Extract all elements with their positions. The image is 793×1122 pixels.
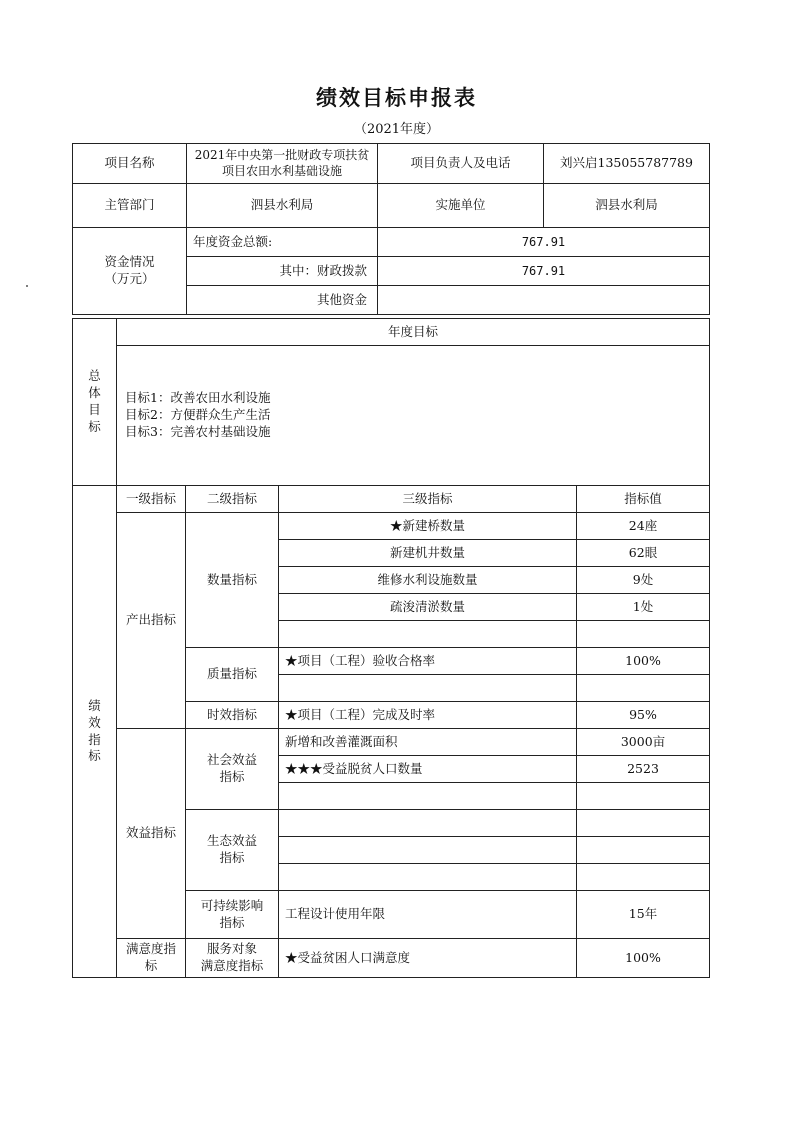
header-value: 指标值 — [577, 486, 710, 513]
indicator-name-empty — [279, 837, 577, 864]
indicator-value: 2523 — [577, 756, 710, 783]
satisfaction-indicator-label — [117, 939, 186, 978]
funds-other-label: 其他资金 — [187, 286, 378, 315]
output-indicator-label: 产出指标 — [117, 513, 186, 729]
sustain-benefit-label-line2: 指标 — [219, 914, 245, 930]
funds-label-line1: 资金情况 — [104, 254, 155, 270]
indicator-value: 1处 — [577, 594, 710, 621]
goal-item: 目标3：完善农村基础设施 — [125, 423, 271, 439]
overall-label-char: 标 — [88, 418, 101, 434]
indicator-value: 24座 — [577, 513, 710, 540]
scan-speck — [26, 285, 28, 287]
goal-item: 目标2：方便群众生产生活 — [125, 407, 271, 423]
indicator-name-empty — [279, 810, 577, 837]
project-name-value: 2021年中央第一批财政专项扶贫项目农田水利基础设施 — [187, 144, 378, 184]
sustain-benefit-label — [186, 891, 279, 939]
indicator-value: 62眼 — [577, 540, 710, 567]
indicator-name: 疏浚清淤数量 — [279, 594, 577, 621]
fiscal-year: （2021年度） — [353, 122, 440, 137]
indicator-value: 100% — [577, 648, 710, 675]
header-level1: 一级指标 — [117, 486, 186, 513]
performance-label-char: 效 — [88, 714, 101, 730]
indicator-name: 新建机井数量 — [279, 540, 577, 567]
unit-label: 实施单位 — [378, 184, 544, 228]
annual-goal-header: 年度目标 — [117, 319, 710, 346]
satisfaction-label-line2: 标 — [144, 958, 158, 973]
indicator-value-empty — [577, 675, 710, 702]
page-title: 绩效目标申报表 — [316, 85, 477, 110]
funds-label — [73, 228, 187, 315]
leader-value: 刘兴启13505578778​9 — [544, 144, 710, 184]
quality-indicator-label: 质量指标 — [186, 648, 279, 702]
sustain-benefit-label-line1: 可持续影响 — [200, 897, 264, 913]
funds-fiscal-value: 767.91 — [378, 257, 710, 286]
indicator-value-empty — [577, 783, 710, 810]
eco-benefit-label — [186, 810, 279, 891]
overall-label-char: 体 — [88, 385, 101, 401]
indicator-value: 3000亩 — [577, 729, 710, 756]
service-satisfaction-line2: 满意度指标 — [200, 958, 264, 973]
funds-other-value — [378, 286, 710, 315]
eco-benefit-label-line2: 指标 — [219, 850, 245, 865]
service-satisfaction-label — [186, 939, 279, 978]
eco-benefit-label-line1: 生态效益 — [206, 833, 257, 849]
social-benefit-label-line1: 社会效益 — [206, 752, 257, 768]
indicator-name: ★项目（工程）验收合格率 — [279, 648, 577, 675]
indicator-value: 95% — [577, 702, 710, 729]
indicator-value: 100% — [577, 939, 710, 978]
social-benefit-label-line2: 指标 — [219, 769, 245, 784]
indicator-name-empty — [279, 675, 577, 702]
header-level3: 三级指标 — [279, 486, 577, 513]
overall-label-char: 总 — [88, 368, 101, 384]
quantity-indicator-label: 数量指标 — [186, 513, 279, 648]
funds-fiscal-label: 其中：财政拨款 — [187, 257, 378, 286]
timeliness-indicator-label: 时效指标 — [186, 702, 279, 729]
indicator-name: ★★★受益脱贫人口数量 — [279, 756, 577, 783]
funds-total-value: 767.91 — [378, 228, 710, 257]
indicator-name-empty — [279, 621, 577, 648]
header-level2: 二级指标 — [186, 486, 279, 513]
overall-label-char: 目 — [88, 402, 101, 417]
annual-goal-content — [117, 346, 710, 486]
social-benefit-label — [186, 729, 279, 810]
indicator-value-empty — [577, 837, 710, 864]
performance-label — [73, 486, 117, 978]
unit-value: 泗县水利局 — [544, 184, 710, 228]
performance-table — [72, 485, 710, 978]
info-table — [72, 143, 710, 315]
indicator-name: ★项目（工程）完成及时率 — [279, 702, 577, 729]
indicator-name: ★新建桥数量 — [279, 513, 577, 540]
indicator-value-empty — [577, 810, 710, 837]
benefit-indicator-label: 效益指标 — [117, 729, 186, 939]
service-satisfaction-line1: 服务对象 — [206, 941, 257, 957]
funds-label-line2: （万元） — [104, 271, 155, 286]
indicator-value: 15年 — [577, 891, 710, 939]
performance-label-char: 绩 — [88, 697, 101, 713]
goal-item: 目标1：改善农田水利设施 — [125, 390, 271, 406]
indicator-value-empty — [577, 864, 710, 891]
dept-label: 主管部门 — [73, 184, 187, 228]
indicator-name: ★受益贫困人口满意度 — [279, 939, 577, 978]
performance-label-char: 指 — [88, 731, 101, 747]
indicator-name-empty — [279, 783, 577, 810]
indicator-value-empty — [577, 621, 710, 648]
leader-label: 项目负责人及电话 — [378, 144, 544, 184]
performance-label-char: 标 — [88, 748, 101, 764]
project-name-label: 项目名称 — [73, 144, 187, 184]
satisfaction-label-line1: 满意度指 — [125, 941, 176, 957]
dept-value: 泗县水利局 — [187, 184, 378, 228]
funds-total-label: 年度资金总额: — [187, 228, 378, 257]
indicator-name: 维修水利设施数量 — [279, 567, 577, 594]
overall-goal-table — [72, 318, 710, 486]
indicator-name-empty — [279, 864, 577, 891]
indicator-name: 工程设计使用年限 — [279, 891, 577, 939]
indicator-value: 9处 — [577, 567, 710, 594]
indicator-name: 新增和改善灌溉面积 — [279, 729, 577, 756]
overall-goal-label — [73, 319, 117, 486]
